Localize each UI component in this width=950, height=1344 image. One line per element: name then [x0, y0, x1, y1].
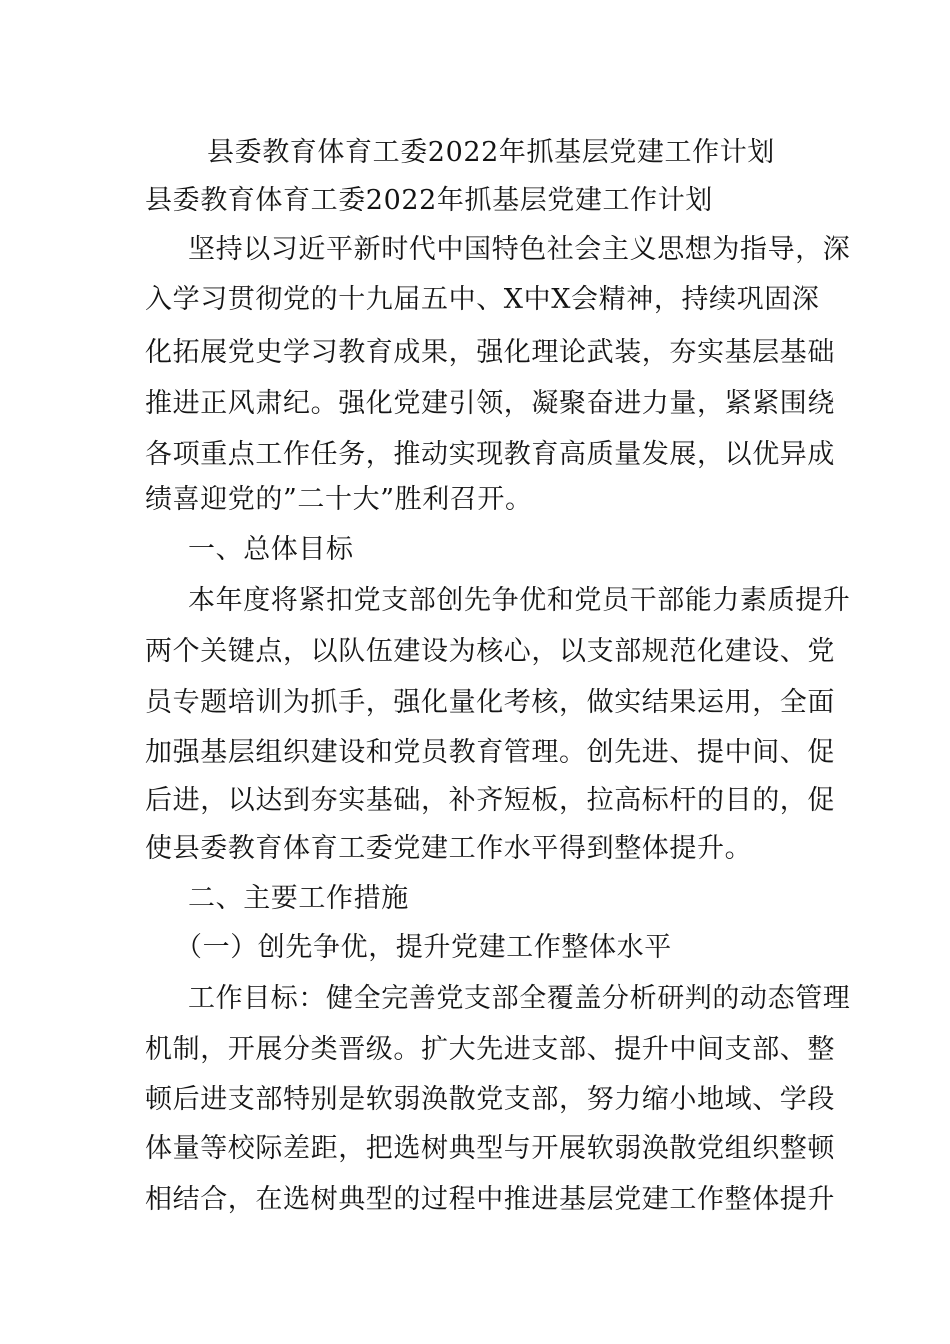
subsection-heading: （一）创先争优，提升党建工作整体水平	[175, 932, 672, 963]
paragraph-line: 加强基层组织建设和党员教育管理。创先进、提中间、促	[145, 737, 835, 768]
paragraph-line: 入学习贯彻党的十九届五中、X中X会精神，持续巩固深	[145, 284, 820, 315]
paragraph-line: 本年度将紧扣党支部创先争优和党员干部能力素质提升	[188, 585, 851, 616]
paragraph-line: 坚持以习近平新时代中国特色社会主义思想为指导，深	[188, 234, 851, 265]
paragraph-line: 绩喜迎党的”二十大”胜利召开。	[145, 484, 533, 515]
section-heading: 二、主要工作措施	[188, 883, 409, 914]
paragraph-line: 相结合，在选树典型的过程中推进基层党建工作整体提升	[145, 1184, 835, 1215]
paragraph-line: 化拓展党史学习教育成果，强化理论武装，夯实基层基础	[145, 337, 835, 368]
paragraph-line: 体量等校际差距，把选树典型与开展软弱涣散党组织整顿	[145, 1133, 835, 1164]
paragraph-line: 机制，开展分类晋级。扩大先进支部、提升中间支部、整	[145, 1034, 835, 1065]
section-heading: 一、总体目标	[188, 534, 354, 565]
paragraph-line: 两个关键点，以队伍建设为核心，以支部规范化建设、党	[145, 636, 835, 667]
document-subtitle: 县委教育体育工委2022年抓基层党建工作计划	[145, 185, 713, 216]
paragraph-line: 员专题培训为抓手，强化量化考核，做实结果运用，全面	[145, 687, 835, 718]
paragraph-line: 顿后进支部特别是软弱涣散党支部，努力缩小地域、学段	[145, 1084, 835, 1115]
paragraph-line: 推进正风肃纪。强化党建引领，凝聚奋进力量，紧紧围绕	[145, 388, 835, 419]
document-title: 县委教育体育工委2022年抓基层党建工作计划	[207, 137, 775, 168]
paragraph-line: 使县委教育体育工委党建工作水平得到整体提升。	[145, 833, 753, 864]
paragraph-line: 各项重点工作任务，推动实现教育高质量发展，以优异成	[145, 439, 835, 470]
paragraph-line: 工作目标：健全完善党支部全覆盖分析研判的动态管理	[188, 983, 851, 1014]
paragraph-line: 后进，以达到夯实基础，补齐短板，拉高标杆的目的，促	[145, 785, 835, 816]
